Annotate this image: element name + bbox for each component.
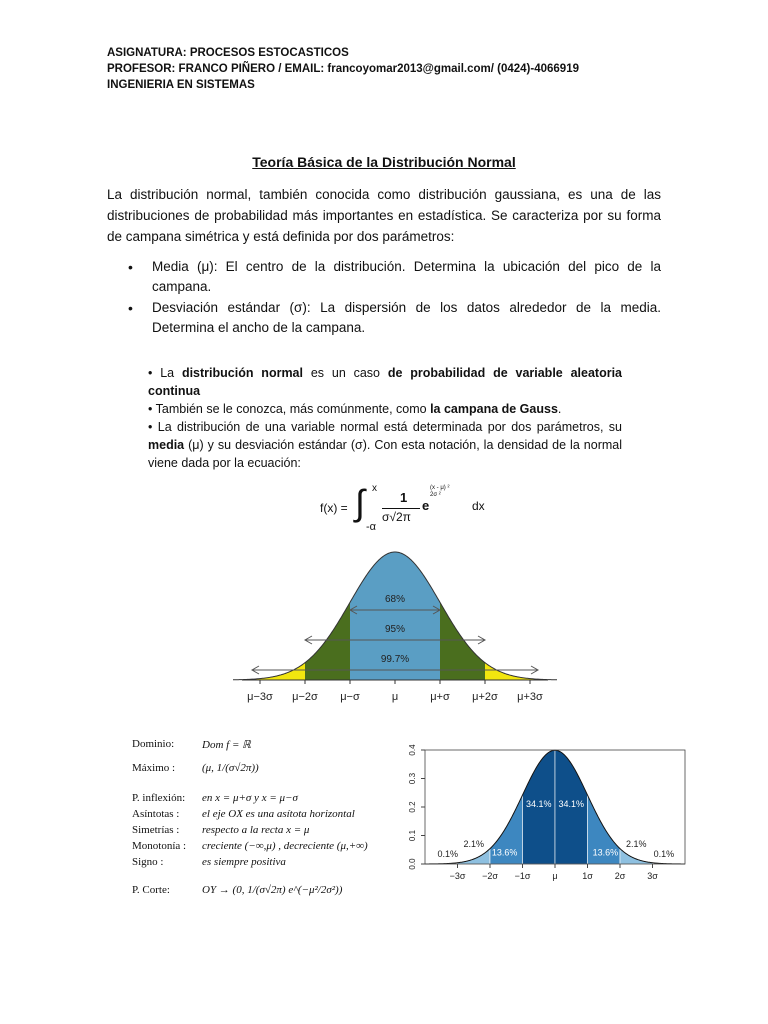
tail-label: 0.1% — [437, 848, 459, 859]
text-bold: de probabilidad de variable aleatoria continua — [148, 366, 622, 398]
tick-label: μ — [391, 691, 399, 703]
slide-point-3 — [148, 418, 622, 472]
bullet-icon: • — [128, 300, 133, 316]
x-tick-label: 3σ — [647, 871, 658, 881]
list-item — [107, 257, 661, 297]
y-tick-label: 0.3 — [408, 772, 417, 785]
text-span: • La distribución de una variable normal está determinada por dos parámetros, su — [148, 420, 622, 434]
fraction-numerator: 1 — [400, 490, 408, 505]
y-tick-label: 0.1 — [408, 829, 417, 842]
tick-label: μ−2σ — [292, 691, 318, 703]
integral-upper-limit: x — [372, 483, 377, 494]
property-key: Dominio: — [132, 738, 175, 750]
text-span: (μ) y su desviación estándar (σ). Con esta notación, la densidad de la normal viene dada por la ecuación: — [148, 438, 622, 470]
fraction-bar — [382, 508, 420, 509]
region-label: 2.1% — [463, 838, 485, 849]
slide-text — [148, 364, 622, 472]
property-value: (μ, 1/(σ√2π)) — [202, 762, 259, 774]
exponential-base: e — [422, 498, 430, 513]
tick-label: μ−3σ — [247, 691, 273, 703]
property-value: el eje OX es una asítota horizontal — [202, 808, 355, 820]
tick-label: μ+2σ — [472, 691, 498, 703]
x-tick-label: μ — [552, 871, 558, 881]
integral-lower-limit: -α — [366, 521, 377, 533]
x-tick-label: 1σ — [582, 871, 593, 881]
property-key: P. Corte: — [132, 884, 170, 896]
tail-label: 0.1% — [653, 848, 675, 859]
parameter-list — [107, 257, 661, 339]
text-span: es un caso — [303, 366, 388, 380]
x-tick-label: −2σ — [482, 871, 498, 881]
property-key: Máximo : — [132, 762, 176, 774]
y-tick-label: 0.0 — [408, 858, 417, 870]
header-subject: ASIGNATURA: PROCESOS ESTOCASTICOS — [107, 47, 349, 59]
x-tick-label: 2σ — [614, 871, 626, 881]
text-span: . — [557, 402, 562, 416]
property-key: Asíntotas : — [132, 808, 180, 820]
interval-label: 68% — [384, 594, 406, 605]
document-header — [107, 45, 579, 93]
property-value: OY → (0, 1/(σ√2π) e^(−μ²/2σ²)) — [202, 884, 343, 896]
bullet-std-dev: Desviación estándar (σ): La dispersión de los datos alrededor de la media. Determina el ancho de la campana. — [152, 300, 661, 335]
sigma-regions-chart — [395, 742, 687, 892]
region-label: 34.1% — [558, 799, 585, 809]
bullet-icon: • — [128, 259, 133, 275]
x-tick-label: −3σ — [449, 871, 466, 881]
text-span: • También se le conozca, más comúnmente, como — [148, 402, 431, 416]
property-value: es siempre positiva — [202, 856, 286, 868]
region-label: 34.1% — [525, 799, 552, 809]
text-bold: media — [148, 438, 185, 452]
text-bold: distribución normal — [181, 366, 303, 380]
property-key: Simetrías : — [132, 824, 180, 836]
exponent — [430, 485, 449, 499]
interval-label: 95% — [384, 624, 406, 635]
property-value: en x = μ+σ y x = μ−σ — [202, 792, 298, 804]
interval-label: 99.7% — [380, 654, 410, 665]
exponent-bottom: 2σ ² — [430, 492, 441, 498]
text-span: • La — [148, 366, 182, 380]
property-value: creciente (−∞,μ) , decreciente (μ,+∞) — [202, 840, 368, 852]
fraction-denominator: σ√2π — [382, 510, 411, 524]
intro-paragraph: La distribución normal, también conocida como distribución gaussiana, es una de las distribuciones de probabilidad más importantes en estadística. Se caracteriza por su forma de campana simétrica y está definida por dos parámetros: — [107, 187, 661, 244]
property-value: respecto a la recta x = μ — [202, 824, 310, 836]
tick-label: μ−σ — [340, 691, 360, 703]
y-tick-label: 0.2 — [408, 801, 417, 813]
x-tick-label: −1σ — [514, 871, 531, 881]
empirical-rule-chart — [230, 540, 560, 720]
density-formula — [320, 483, 510, 533]
region-label: 13.6% — [592, 847, 619, 858]
header-professor: PROFESOR: FRANCO PIÑERO / EMAIL: francoyomar2013@gmail.com/ (0424)-4066919 — [107, 63, 579, 75]
document-title: Teoría Básica de la Distribución Normal — [252, 154, 516, 170]
integral-sign: ∫ — [355, 482, 365, 523]
tick-label: μ+σ — [430, 691, 450, 703]
text-bold: la campana de Gauss — [430, 402, 558, 416]
slide-point-2 — [148, 400, 622, 418]
property-key: Signo : — [132, 856, 164, 868]
region-label: 2.1% — [625, 838, 647, 849]
y-tick-label: 0.4 — [408, 744, 417, 756]
property-key: P. inflexión: — [132, 792, 186, 804]
exponent-top: (x - μ) ² — [430, 485, 450, 491]
tick-label: μ+3σ — [517, 691, 543, 703]
property-value: Dom f = ℝ — [202, 739, 251, 751]
property-key: Monotonía : — [132, 840, 187, 852]
header-career: INGENIERIA EN SISTEMAS — [107, 79, 255, 91]
formula-fx: f(x) = — [320, 501, 348, 515]
list-item — [107, 298, 661, 338]
bullet-mean: Media (μ): El centro de la distribución. Determina la ubicación del pico de la campana. — [152, 259, 661, 294]
region-label: 13.6% — [491, 847, 518, 858]
slide-point-1 — [148, 364, 622, 400]
formula-dx: dx — [472, 499, 485, 513]
